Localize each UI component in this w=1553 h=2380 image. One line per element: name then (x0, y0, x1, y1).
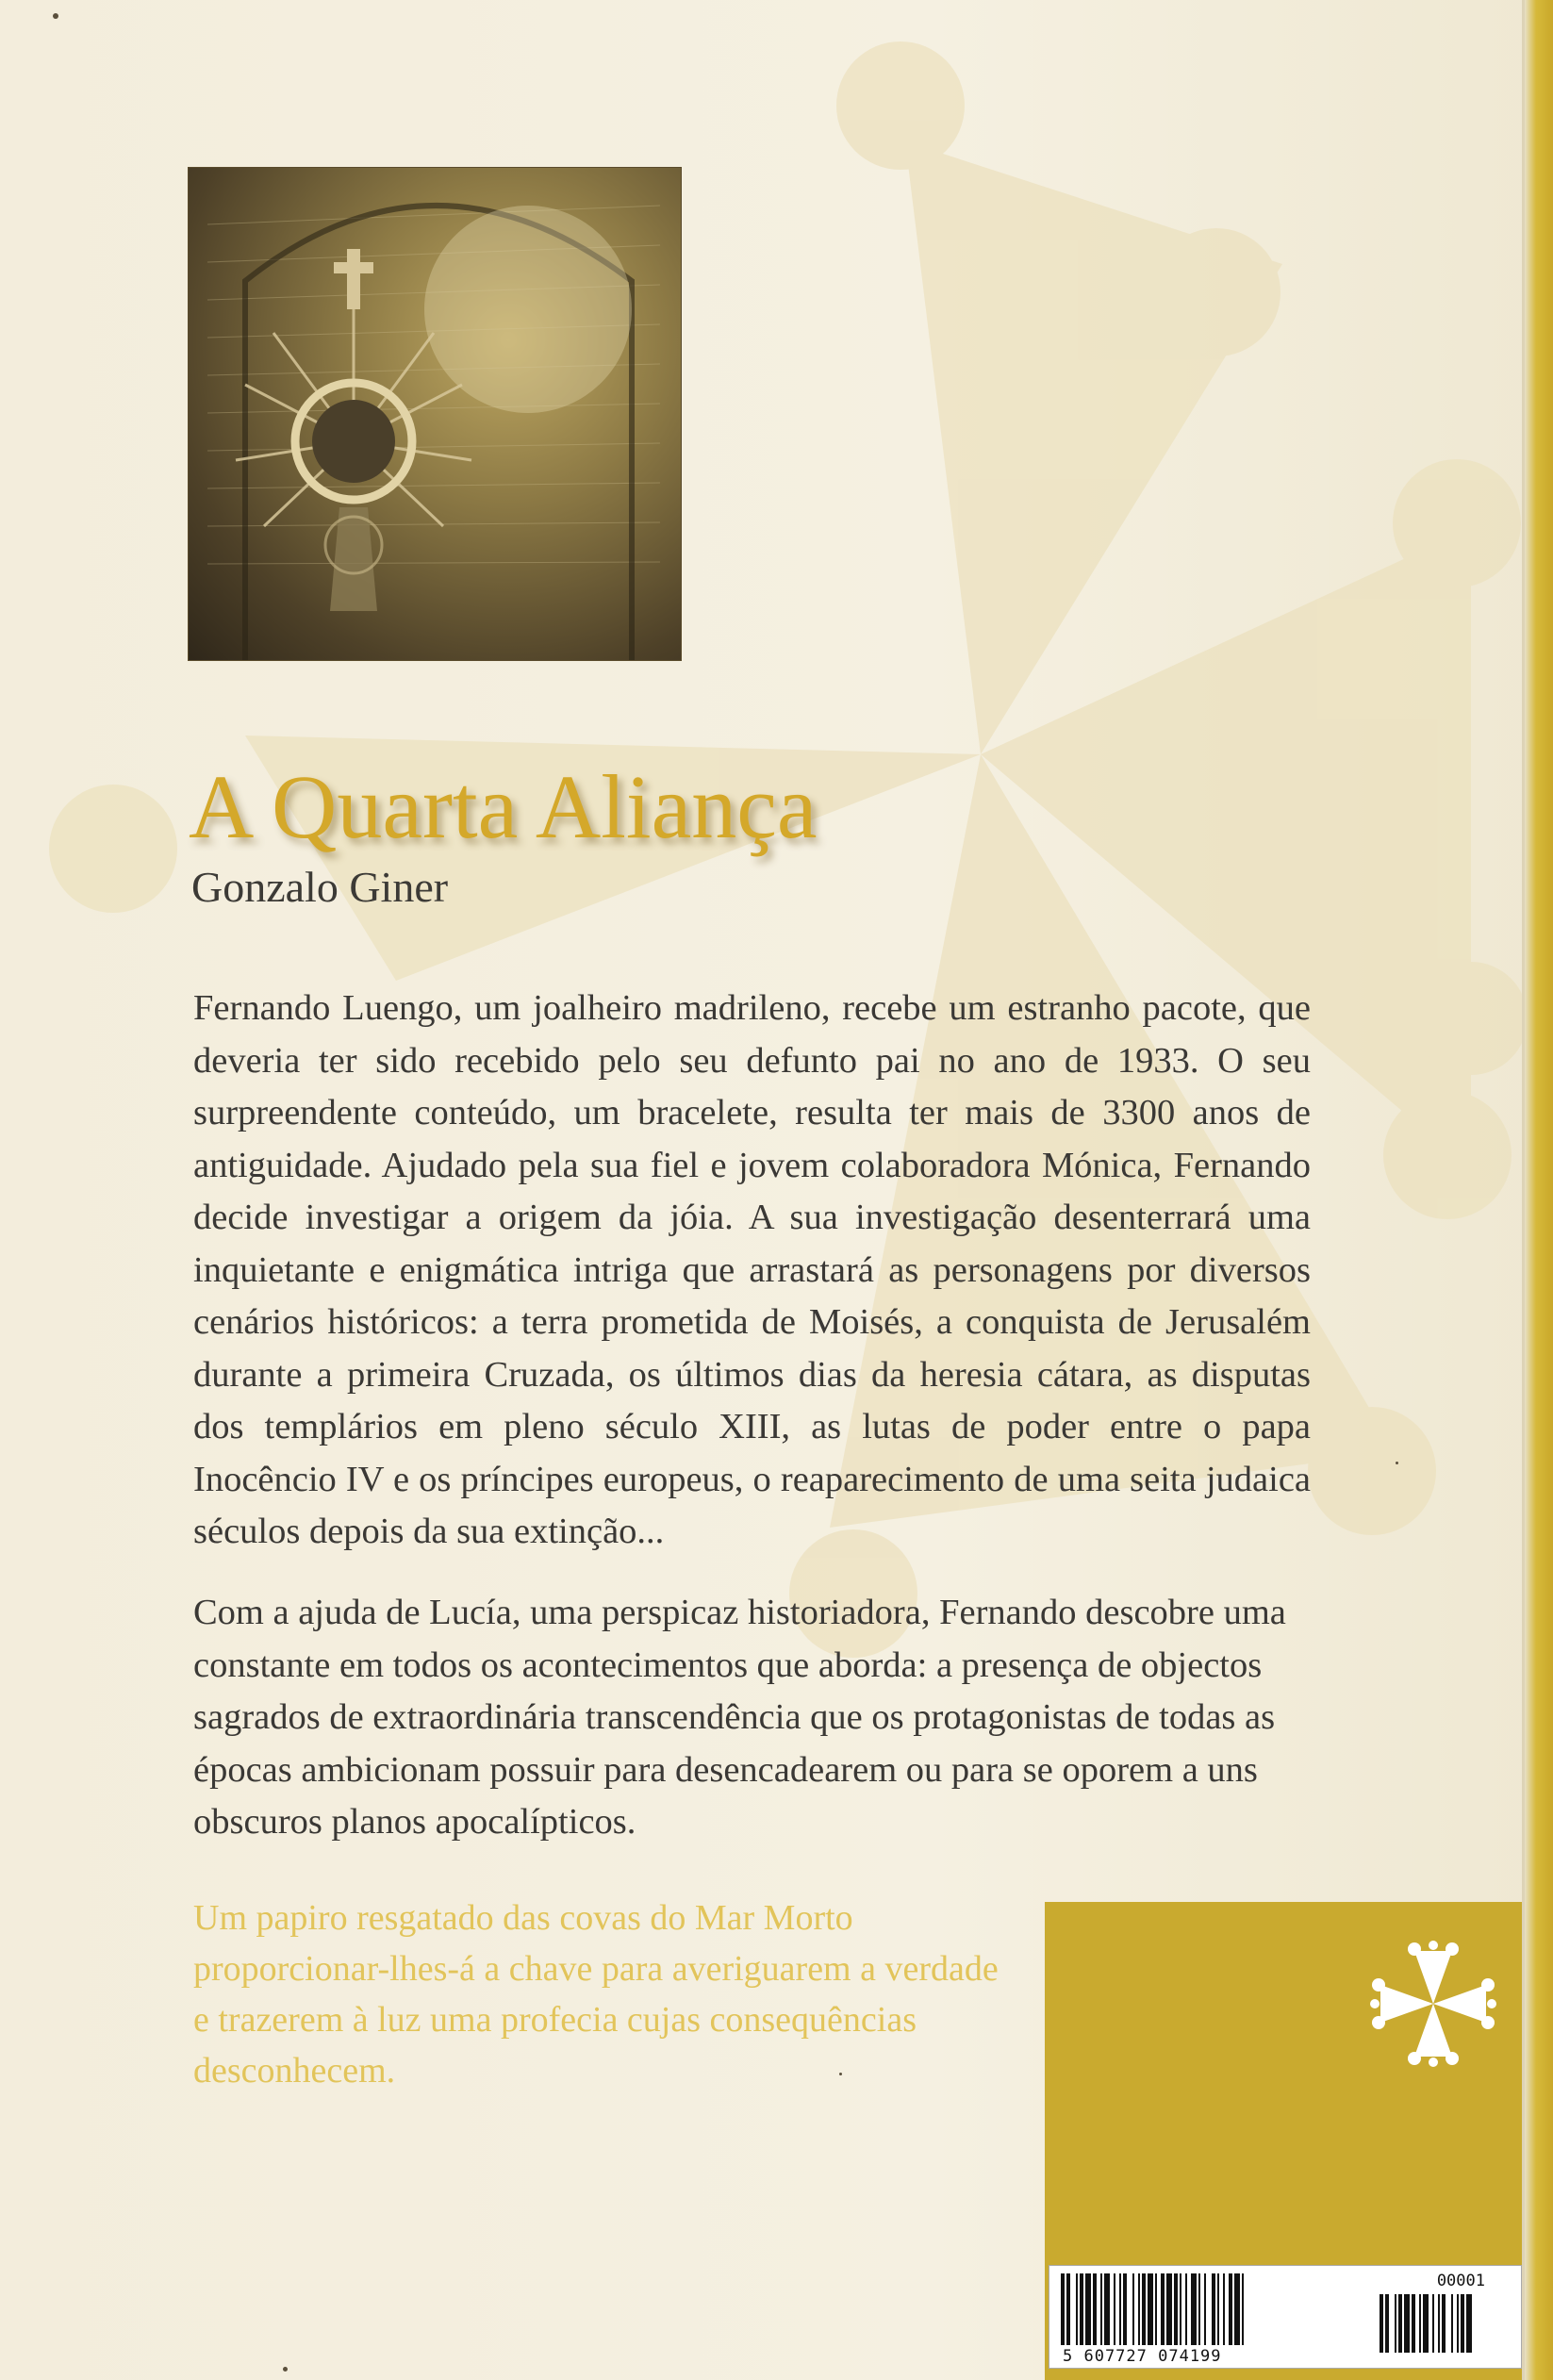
barcode-bar (1223, 2273, 1225, 2345)
barcode-bar (1242, 2273, 1244, 2345)
barcode-addon-bar (1380, 2294, 1383, 2353)
barcode-bar (1204, 2273, 1206, 2345)
barcode-bar (1161, 2273, 1165, 2345)
barcode-bar (1080, 2273, 1083, 2345)
synopsis-paragraph-2: Com a ajuda de Lucía, uma perspicaz historiadora, Fernando descobre uma constante em todos os acontecimentos que aborda: a presença de objectos sagrados de extraordinária transcendência que os protagonistas de todas as épocas ambicionam possuir para desencadearem ou para se oporem a uns obscuros planos apocalípticos. (193, 1593, 1286, 1842)
barcode-bar (1100, 2273, 1102, 2345)
synopsis-teaser: Um papiro resgatado das covas do Mar Morto proporcionar-lhes-á a chave para averiguarem a verdade e trazerem à luz uma profecia cujas consequências desconhecem. (193, 1898, 999, 2091)
barcode-bar (1119, 2273, 1121, 2345)
barcode-addon-digits: 00001 (1436, 2272, 1485, 2290)
barcode-bar (1142, 2273, 1146, 2345)
barcode-bar (1132, 2273, 1134, 2345)
barcode-addon-bar (1457, 2294, 1459, 2353)
barcode-bar (1155, 2273, 1157, 2345)
barcode-bar (1180, 2273, 1181, 2345)
barcode-bar (1185, 2273, 1187, 2345)
barcode-addon-bar (1442, 2294, 1446, 2353)
barcode-bar (1104, 2273, 1110, 2345)
barcode-bar (1217, 2273, 1219, 2345)
barcode-addon-bar (1404, 2294, 1410, 2353)
book-title: A Quarta Aliança (189, 756, 818, 857)
barcode-bar (1114, 2273, 1115, 2345)
barcode-bar (1076, 2273, 1078, 2345)
barcode-addon-bar (1412, 2294, 1415, 2353)
barcode-bar (1123, 2273, 1127, 2345)
barcode-bar (1234, 2273, 1240, 2345)
barcode-addon-bar (1438, 2294, 1440, 2353)
barcode-addon-bar (1461, 2294, 1464, 2353)
barcode-bar (1166, 2273, 1172, 2345)
barcode-bar (1212, 2273, 1215, 2345)
barcode-bar (1066, 2273, 1070, 2345)
synopsis-paragraph-1: Fernando Luengo, um joalheiro madrileno, recebe um estranho pacote, que deveria ter sido recebido pelo seu defunto pai no ano de 1933. O seu surpreendente conteúdo, um bracelete, resulta ter mais de 3300 anos de antiguidade. Ajudado pela sua fiel e jovem colaboradora Mónica, Fernando decide investigar a origem da jóia. A sua investigação desenterrará uma inquietante e enigmática intriga que arrastará as personagens por diversos cenários históricos: a terra prometida de Moisés, a conquista de Jerusalém durante a primeira Cruzada, os últimos dias da heresia cátara, as disputas dos templários em pleno século XIII, as lutas de poder entre o papa Inocêncio IV e os príncipes europeus, o reaparecimento de uma seita judaica séculos depois da sua extinção... (193, 988, 1311, 1551)
barcode-addon-bar (1385, 2294, 1389, 2353)
barcode-bar (1138, 2273, 1140, 2345)
barcode-bar (1085, 2273, 1091, 2345)
monstrance-image (189, 168, 681, 660)
barcode-addon-bar (1395, 2294, 1396, 2353)
barcode-addon-bar (1432, 2294, 1434, 2353)
barcode-bar (1148, 2273, 1153, 2345)
barcode-addon-bar (1419, 2294, 1421, 2353)
barcode-addon-bar (1398, 2294, 1402, 2353)
barcode-bar (1061, 2273, 1065, 2345)
barcode-bar (1198, 2273, 1200, 2345)
isbn-barcode (1049, 2265, 1522, 2369)
barcode-ean-digits: 5 607727 074199 (1063, 2347, 1222, 2366)
occitan-cross-icon (1367, 1938, 1499, 2070)
cover-photo-monstrance (189, 168, 681, 660)
barcode-addon-bar (1451, 2294, 1453, 2353)
barcode-addon-bar (1466, 2294, 1472, 2353)
book-author: Gonzalo Giner (191, 863, 449, 911)
barcode-addon-bar (1423, 2294, 1429, 2353)
barcode-bar (1191, 2273, 1197, 2345)
barcode-bar (1093, 2273, 1097, 2345)
book-spine-edge (1525, 0, 1553, 2380)
barcode-bar (1229, 2273, 1232, 2345)
barcode-bar (1174, 2273, 1178, 2345)
